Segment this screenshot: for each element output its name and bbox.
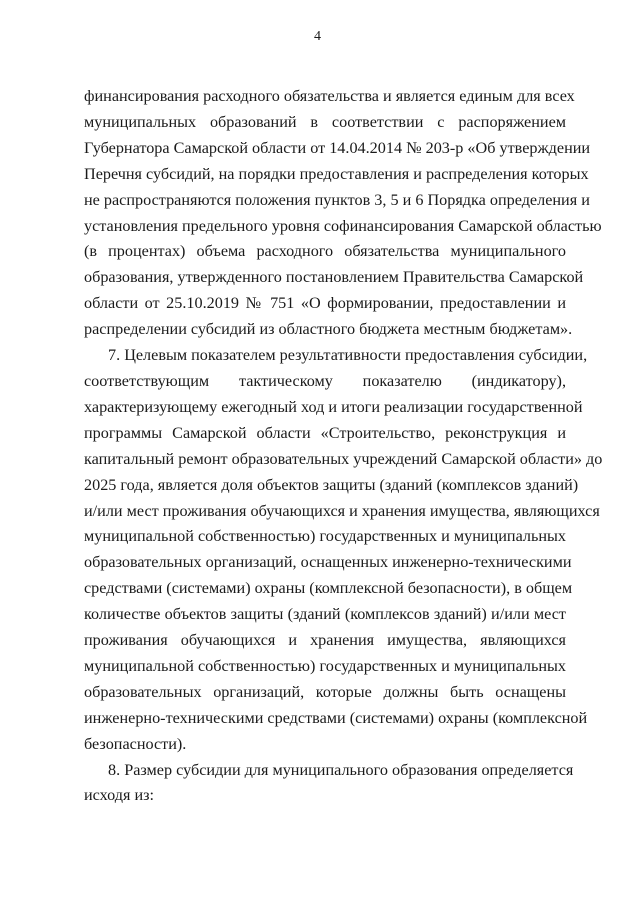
text-line: и/или мест проживания обучающихся и хранения имущества, являющихся [84,501,600,520]
text-line: 7. Целевым показателем результативности предоставления субсидии, [108,346,588,365]
text-line: образовательных организаций, которые должны быть оснащены [84,682,566,701]
text-line: безопасности). [84,734,187,753]
text-line: Губернатора Самарской области от 14.04.2014 № 203-р «Об утверждении [84,138,591,157]
text-line: муниципальной собственностью) государственных и муниципальных [84,527,566,546]
text-line: (в процентах) объема расходного обязательства муниципального [84,242,566,261]
text-line: характеризующему ежегодный ход и итоги реализации государственной [84,397,583,416]
page-number: 4 [314,29,321,44]
document-body [84,84,603,809]
text-line: образовательных организаций, оснащенных инженерно-техническими [84,553,572,572]
text-line: распределении субсидий из областного бюджета местным бюджетам». [84,320,573,339]
text-line: 2025 года, является доля объектов защиты (зданий (комплексов зданий) [84,475,579,494]
text-line: 8. Размер субсидии для муниципального образования определяется [108,760,574,779]
text-line: количестве объектов защиты (зданий (комплексов зданий) и/или мест [84,605,566,624]
text-line: программы Самарской области «Строительство, реконструкция и [84,423,566,442]
text-line: Перечня субсидий, на порядки предоставления и распределения которых [84,164,589,183]
text-line: муниципальных образований в соответствии с распоряжением [84,112,566,131]
text-line: проживания обучающихся и хранения имущества, являющихся [84,631,566,650]
text-line: муниципальной собственностью) государственных и муниципальных [84,656,566,675]
text-line: соответствующим тактическому показателю (индикатору), [84,371,566,390]
paragraph-7-target-indicator [84,343,603,758]
paragraph-continuation [84,84,602,343]
paragraph-8-subsidy-size [84,758,574,810]
text-line: установления предельного уровня софинансирования Самарской областью [84,216,602,235]
text-line: капитальный ремонт образовательных учреждений Самарской области» до [84,449,603,468]
text-line: инженерно-техническими средствами (системами) охраны (комплексной [84,708,588,727]
text-line: средствами (системами) охраны (комплексной безопасности), в общем [84,579,573,598]
text-line: не распространяются положения пунктов 3, 5 и 6 Порядка определения и [84,190,590,209]
text-line: образования, утвержденного постановлением Правительства Самарской [84,268,584,287]
text-line: исходя из: [84,786,155,805]
text-line: области от 25.10.2019 № 751 «О формировании, предоставлении и [84,294,566,313]
text-line: финансирования расходного обязательства и является единым для всех [84,87,575,105]
